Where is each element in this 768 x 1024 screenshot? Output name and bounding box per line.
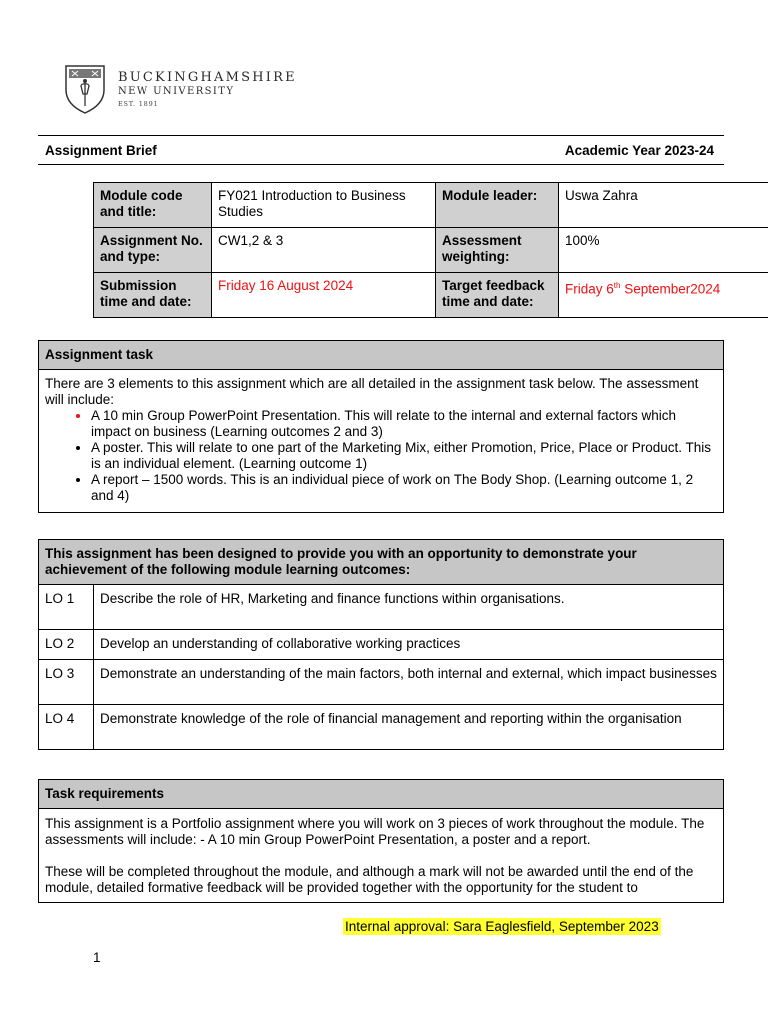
task-list (45, 408, 717, 504)
brief-header (38, 135, 724, 165)
requirements-paragraph: These will be completed throughout the module, and although a mark will not be awarded until the end of the module, detailed formative feedback will be provided together with the opportunity for the student to (45, 864, 694, 895)
lo-code: LO 3 (39, 660, 94, 705)
academic-year: Academic Year 2023-24 (564, 143, 714, 158)
task-intro: There are 3 elements to this assignment which are all detailed in the assignment task below. The assessment will include: (45, 376, 699, 407)
lo-code: LO 1 (39, 585, 94, 630)
table-row (94, 228, 768, 273)
university-logo (64, 64, 297, 116)
table-row (39, 630, 724, 660)
assignment-label: Assignment No. and type: (94, 228, 212, 273)
lo-text: Develop an understanding of collaborative working practices (94, 630, 724, 660)
crest-icon (64, 64, 106, 114)
submission-label: Submission time and date: (94, 273, 212, 318)
lo-text: Demonstrate knowledge of the role of financial management and reporting within the organisation (94, 705, 724, 750)
module-code-label: Module code and title: (94, 183, 212, 228)
learning-outcomes-table (38, 539, 724, 750)
submission-date: Friday 16 August 2024 (212, 273, 436, 318)
lo-code: LO 2 (39, 630, 94, 660)
task-requirements-heading: Task requirements (39, 780, 724, 809)
list-item: • A poster. This will relate to one part of the Marketing Mix, either Promotion, Price, Place or Product. This is an individual element. (Learning outcome 1) (91, 440, 717, 472)
page-number: 1 (93, 950, 101, 965)
task-requirements-box (38, 779, 724, 903)
table-row (39, 660, 724, 705)
task-requirements-body (39, 809, 724, 903)
logo-subtitle: NEW UNIVERSITY (118, 86, 235, 97)
learning-outcomes-heading: This assignment has been designed to provide you with an opportunity to demonstrate your achievement of the following module learning outcomes: (39, 540, 724, 585)
module-info-table (93, 182, 768, 318)
feedback-date-month: September2024 (620, 281, 721, 297)
module-code-value: FY021 Introduction to Business Studies (212, 183, 436, 228)
logo-established: EST. 1891 (118, 100, 159, 108)
weighting-value: 100% (559, 228, 768, 273)
list-item: • A report – 1500 words. This is an individual piece of work on The Body Shop. (Learning outcome 1, 2 and 4) (91, 472, 717, 504)
module-leader-value: Uswa Zahra (559, 183, 768, 228)
weighting-label: Assessment weighting: (436, 228, 559, 273)
internal-approval-note: Internal approval: Sara Eaglesfield, September 2023 (345, 919, 659, 934)
table-row (94, 183, 768, 228)
document-title: Assignment Brief (45, 143, 157, 158)
feedback-date-day: Friday 6 (565, 281, 614, 297)
table-row (39, 705, 724, 750)
lo-text: Demonstrate an understanding of the main factors, both internal and external, which impact businesses (94, 660, 724, 705)
module-leader-label: Module leader: (436, 183, 559, 228)
assignment-task-heading: Assignment task (39, 341, 724, 370)
list-item: • A 10 min Group PowerPoint Presentation. This will relate to the internal and external factors which impact on business (Learning outcomes 2 and 3) (91, 408, 717, 440)
logo-name: BUCKINGHAMSHIRE (118, 70, 297, 85)
table-row (39, 585, 724, 630)
table-row (94, 273, 768, 318)
assignment-task-body (39, 370, 724, 513)
assignment-value: CW1,2 & 3 (212, 228, 436, 273)
assignment-task-box (38, 340, 724, 513)
feedback-label: Target feedback time and date: (436, 273, 559, 318)
feedback-date (559, 273, 768, 318)
lo-text: Describe the role of HR, Marketing and finance functions within organisations. (94, 585, 724, 630)
requirements-paragraph: This assignment is a Portfolio assignment where you will work on 3 pieces of work throughout the module. The assessments will include: - A 10 min Group PowerPoint Presentation, a poster and a report. (45, 816, 705, 847)
feedback-date-suffix: th (613, 281, 621, 290)
lo-code: LO 4 (39, 705, 94, 750)
